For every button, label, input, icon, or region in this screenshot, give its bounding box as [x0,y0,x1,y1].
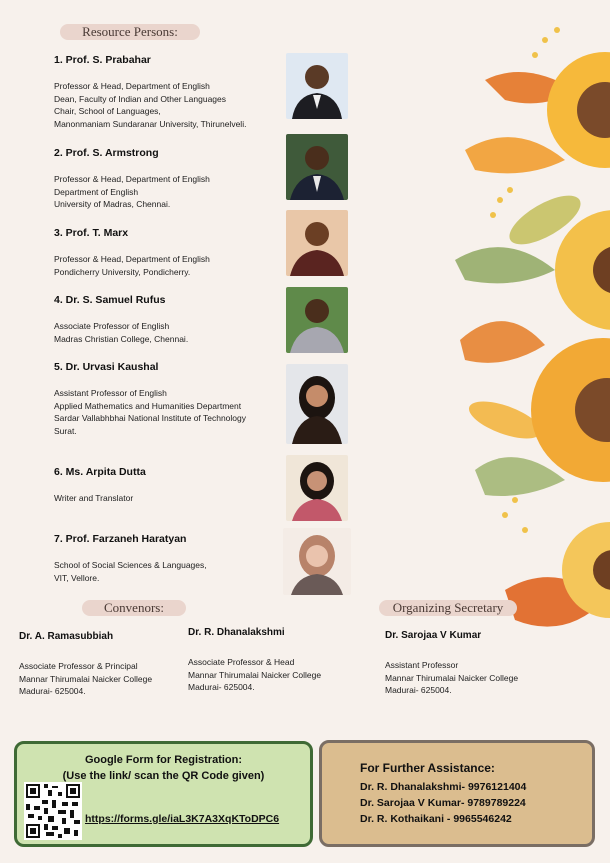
registration-box [14,741,313,847]
registration-qr-code[interactable] [24,782,82,840]
person-description: School of Social Sciences & Languages, VIT, Vellore. [54,560,207,583]
resource-person-7 [54,533,284,584]
convenor-2 [188,627,353,694]
assistance-contact-3: Dr. R. Kothaikani - 9965546242 [360,813,512,825]
registration-title-line2: (Use the link/ scan the QR Code given) [62,770,265,782]
person-name: 7. Prof. Farzaneh Haratyan [54,533,187,545]
person-description: Writer and Translator [54,493,134,503]
organizing-secretary-heading: Organizing Secretary [379,600,517,616]
resource-person-5 [54,361,284,437]
sunflower-decoration [445,0,610,660]
person-photo-2 [286,134,348,200]
person-description: Professor & Head, Department of English Department of English University of Madras, Chennai. [54,174,210,209]
organizing-secretary [385,630,550,697]
person-name: 5. Dr. Urvasi Kaushal [54,361,159,373]
registration-title [17,752,310,784]
convenor-1 [19,631,184,698]
person-photo-3 [286,210,348,276]
person-photo-7 [283,528,351,595]
person-photo-6 [286,455,348,521]
resource-person-6 [54,466,284,505]
registration-title-line1: Google Form for Registration: [84,754,243,766]
person-description: Associate Professor of English Madras Christian College, Chennai. [54,321,189,344]
person-name: 1. Prof. S. Prabahar [54,54,151,66]
person-description: Assistant Professor of English Applied Mathematics and Humanities Department Sardar Vallabhbhai National Institute of Technology Surat. [54,388,247,436]
person-name: 6. Ms. Arpita Dutta [54,466,146,478]
resource-person-3 [54,227,284,278]
person-description: Professor & Head, Department of English Pondicherry University, Pondicherry. [54,254,210,277]
secretary-description: Assistant Professor Mannar Thirumalai Naicker College Madurai- 625004. [385,660,519,695]
assistance-box [319,740,595,847]
assistance-contact-2: Dr. Sarojaa V Kumar- 9789789224 [360,797,526,809]
convenors-heading: Convenors: [82,600,186,616]
convenor-description: Associate Professor & Principal Mannar Thirumalai Naicker College Madurai- 625004. [19,661,153,696]
assistance-title: For Further Assistance: [360,761,495,775]
person-photo-5 [286,364,348,444]
resource-person-2 [54,147,284,211]
resource-person-4 [54,294,284,345]
assistance-contact-1: Dr. R. Dhanalakshmi- 9976121404 [360,781,527,793]
person-description: Professor & Head, Department of English Dean, Faculty of Indian and Other Languages Chair, School of Languages, Manonmaniam Sundaranar University, Thirunelveli. [54,81,247,129]
person-name: 2. Prof. S. Armstrong [54,147,159,159]
person-name: 4. Dr. S. Samuel Rufus [54,294,166,306]
convenor-name: Dr. R. Dhanalakshmi [188,627,285,638]
resource-person-1 [54,54,284,130]
convenor-description: Associate Professor & Head Mannar Thirumalai Naicker College Madurai- 625004. [188,657,322,692]
person-photo-4 [286,287,348,353]
registration-link[interactable]: https://forms.gle/iaL3K7A3XqKToDPC6 [85,813,280,825]
convenor-name: Dr. A. Ramasubbiah [19,631,114,642]
person-name: 3. Prof. T. Marx [54,227,129,239]
person-photo-1 [286,53,348,119]
resource-persons-heading: Resource Persons: [60,24,200,40]
secretary-name: Dr. Sarojaa V Kumar [385,630,482,641]
